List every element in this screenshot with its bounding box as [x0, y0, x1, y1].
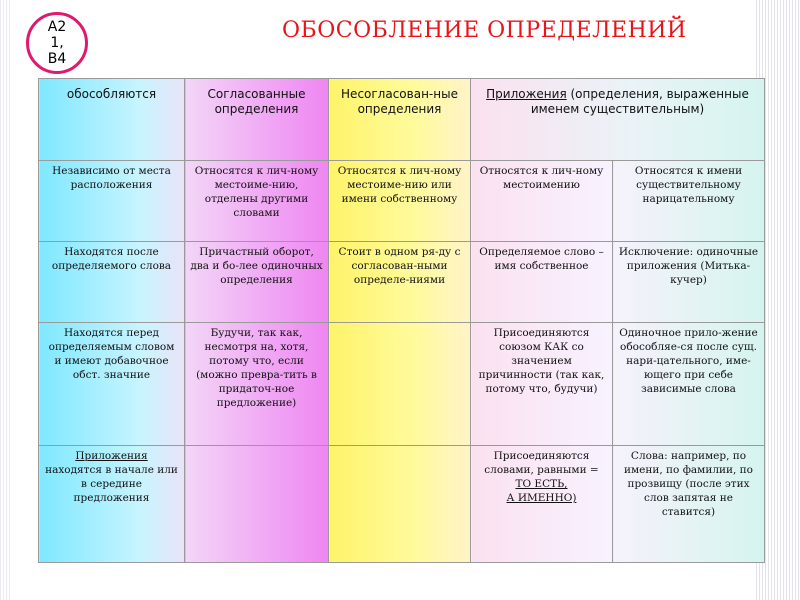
table-cell: Относятся к имени существительному нарицательному	[613, 161, 765, 242]
table-cell: Слова: например, по имени, по фамилии, по прозвищу (после этих слов запятая не ставится)	[613, 446, 765, 563]
appositions-link[interactable]: Приложения	[75, 450, 148, 462]
table-cell: Стоит в одном ря-ду с согласован-ными определе-ниями	[329, 242, 471, 323]
table-cell-empty	[329, 446, 471, 563]
table-row	[39, 242, 765, 323]
table-cell: Одиночное прило-жение обособляе-ся после сущ. нари-цательного, име-ющего при себе зависимые слова	[613, 323, 765, 446]
table-cell: Определяемое слово – имя собственное	[471, 242, 613, 323]
table-row	[39, 446, 765, 563]
table-cell: Относятся к лич-ному местоимению	[471, 161, 613, 242]
table-cell: Находятся после определяемого слова	[39, 242, 185, 323]
table-cell: Исключение: одиночные приложения (Митька-кучер)	[613, 242, 765, 323]
to-est-link[interactable]: ТО ЕСТЬ,	[515, 478, 568, 490]
table-cell-empty	[185, 446, 329, 563]
definitions-table	[38, 78, 765, 563]
table-cell: Будучи, так как, несмотря на, хотя, потому что, если (можно превра-тить в придаточ-ное предложение)	[185, 323, 329, 446]
table-cell: Относятся к лич-ному местоиме-нию, отделены другими словами	[185, 161, 329, 242]
table-cell: Присоединяются союзом КАК со значением причинности (так как, потому что, будучи)	[471, 323, 613, 446]
table-cell: Приложения находятся в начале или в середине предложения	[39, 446, 185, 563]
a-imenno-link[interactable]: А ИМЕННО)	[506, 492, 577, 504]
table-row	[39, 161, 765, 242]
header-cell-isolated: обособляются	[39, 79, 185, 161]
table-cell: Причастный оборот, два и бо-лее одиночных определения	[185, 242, 329, 323]
page-title: ОБОСОБЛЕНИЕ ОПРЕДЕЛЕНИЙ	[282, 18, 687, 43]
header-cell-nonagreed: Несогласован-ные определения	[329, 79, 471, 161]
table-cell: Присоединяются словами, равными = ТО ЕСТЬ, А ИМЕННО)	[471, 446, 613, 563]
table-cell-empty	[329, 323, 471, 446]
table-cell: Находятся перед определяемым словом и имеют добавочное обст. значние	[39, 323, 185, 446]
table-header-row	[39, 79, 765, 161]
appositions-link[interactable]: Приложения	[486, 87, 567, 101]
task-badge: А2 1, В4	[26, 12, 88, 74]
table-cell: Независимо от места расположения	[39, 161, 185, 242]
header-cell-agreed: Согласованные определения	[185, 79, 329, 161]
table-row	[39, 323, 765, 446]
header-cell-appositions: Приложения (определения, выраженные именем существительным)	[471, 79, 765, 161]
left-decorative-stripes	[0, 0, 12, 600]
table-cell: Относятся к лич-ному местоиме-нию или имени собственному	[329, 161, 471, 242]
